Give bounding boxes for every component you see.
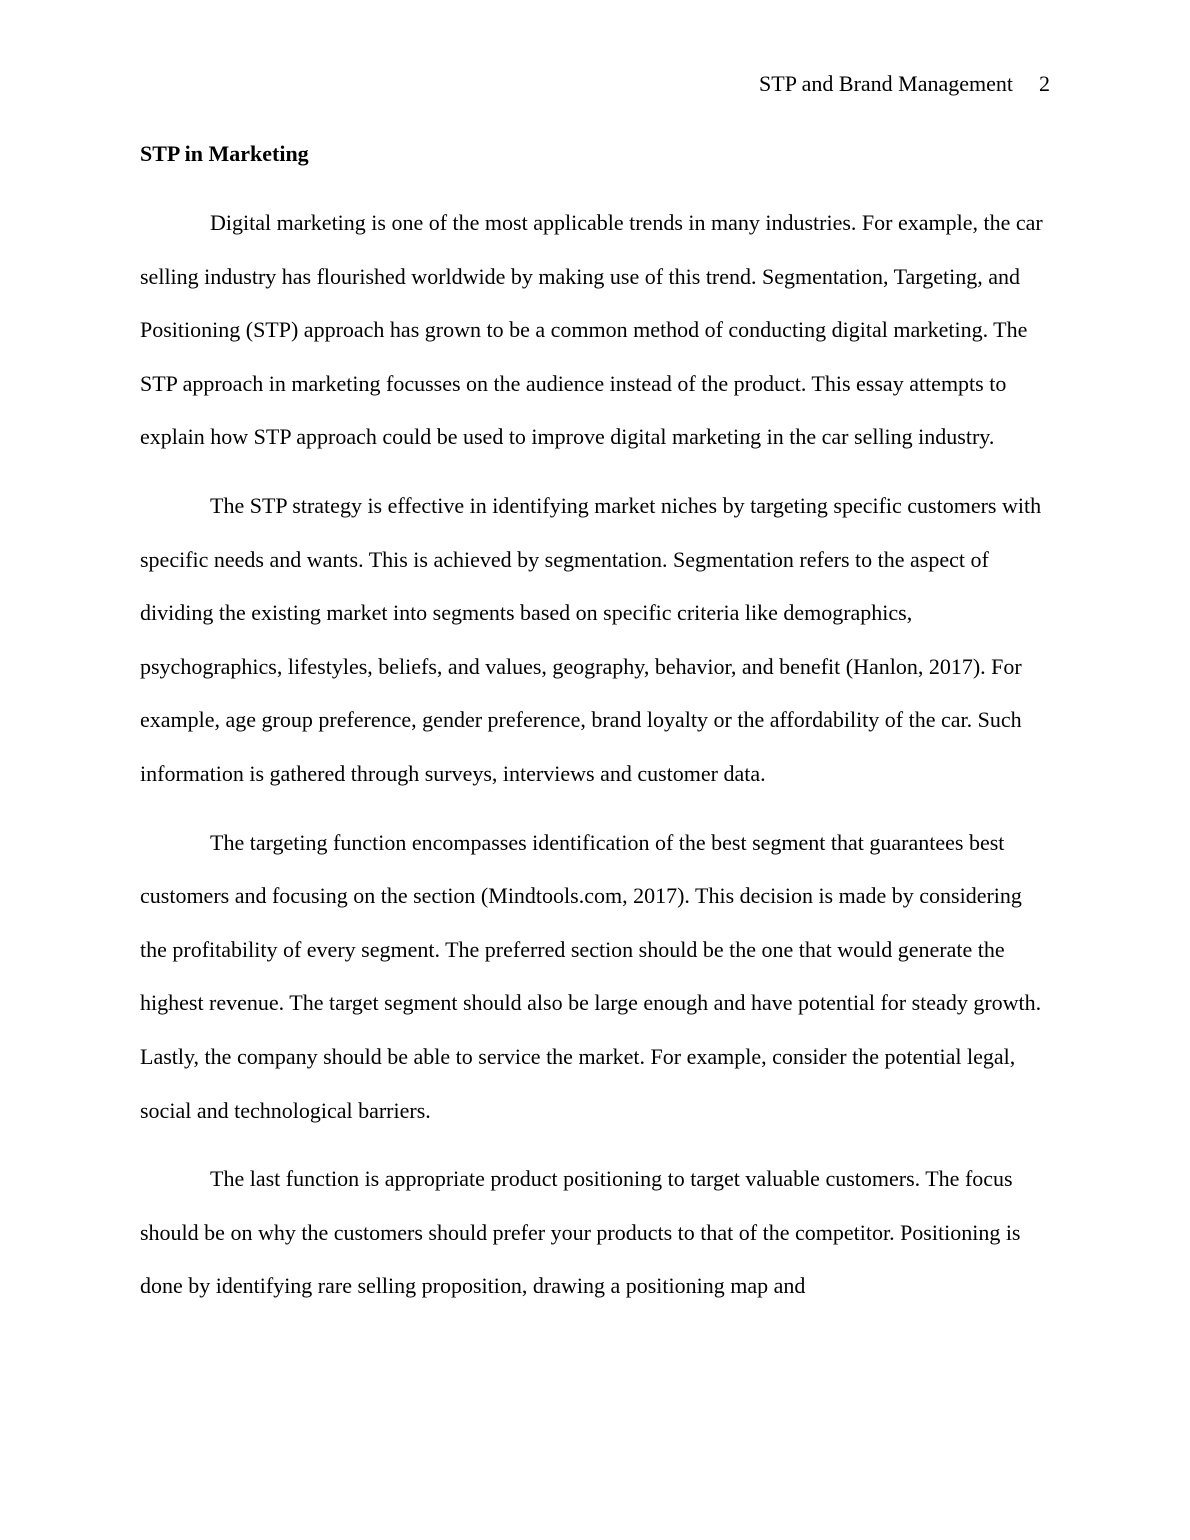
section-body <box>140 196 1050 1328</box>
paragraph: The last function is appropriate product positioning to target valuable customers. The focus should be on why the customers should prefer your products to that of the competitor. Positioning is done by identifying rare selling proposition, drawing a positioning map and <box>140 1166 1021 1299</box>
paragraph: Digital marketing is one of the most applicable trends in many industries. For example, the car selling industry has flourished worldwide by making use of this trend. Segmentation, Targeting, and Positioning (STP) approach has grown to be a common method of conducting digital marketing. The STP approach in marketing focusses on the audience instead of the product. This essay attempts to explain how STP approach could be used to improve digital marketing in the car selling industry. <box>140 210 1043 450</box>
paragraph: The STP strategy is effective in identifying market niches by targeting specific customers with specific needs and wants. This is achieved by segmentation. Segmentation refers to the aspect of dividing the existing market into segments based on specific criteria like demographics, psychographics, lifestyles, beliefs, and values, geography, behavior, and benefit (Hanlon, 2017). For example, age group preference, gender preference, brand loyalty or the affordability of the car. Such information is gathered through surveys, interviews and customer data. <box>140 492 1042 786</box>
section-heading: STP in Marketing <box>140 141 309 166</box>
page-number: 2 <box>1039 71 1050 96</box>
running-head <box>759 68 1050 100</box>
running-head-title: STP and Brand Management <box>759 71 1013 96</box>
paragraph: The targeting function encompasses identification of the best segment that guarantees best customers and focusing on the section (Mindtools.com, 2017). This decision is made by considering the profitability of every segment. The preferred section should be the one that would generate the highest revenue. The target segment should also be large enough and have potential for steady growth. Lastly, the company should be able to service the market. For example, consider the potential legal, social and technological barriers. <box>140 829 1042 1123</box>
